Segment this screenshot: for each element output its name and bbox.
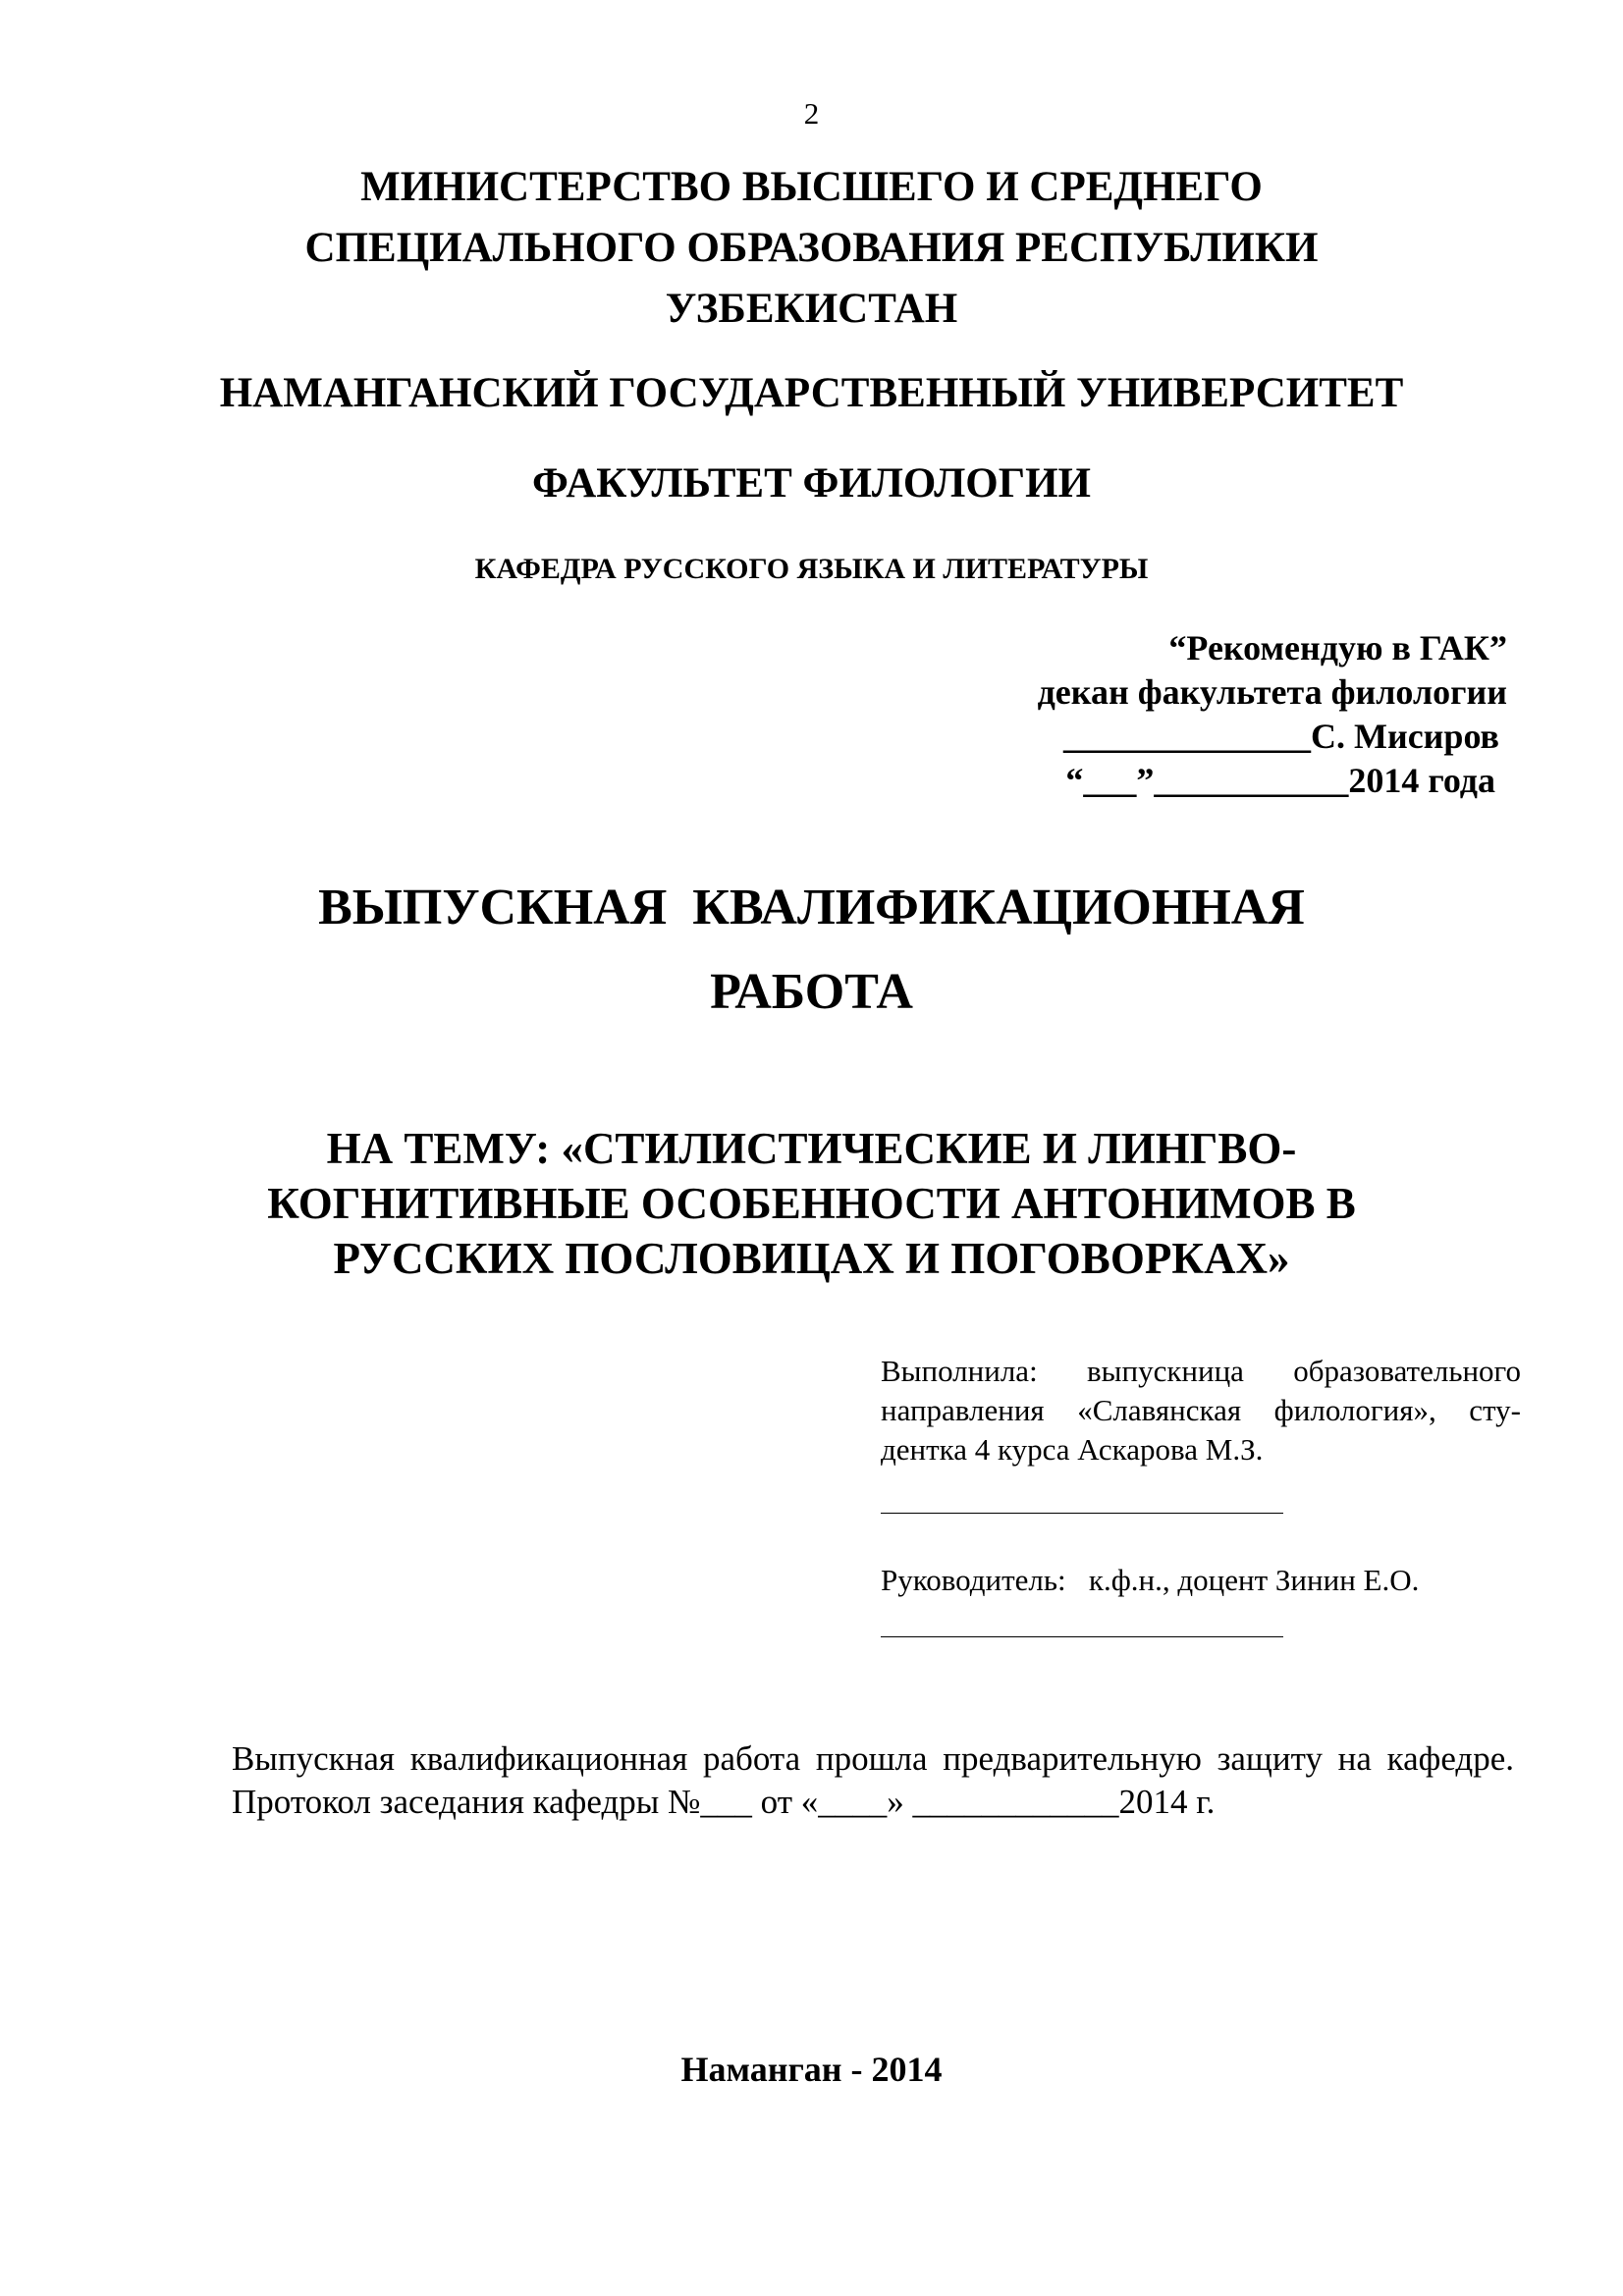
supervisor-signature-line	[881, 1636, 1283, 1637]
executor-info: Выполнила: выпускница образовательного направления «Славянская филология», сту-дентка 4 курса Аскарова М.З.	[881, 1354, 1521, 1467]
document-title	[0, 866, 1623, 1035]
approval-date: “___”___________2014 года	[1065, 761, 1495, 800]
supervisor-info: Руководитель: к.ф.н., доцент Зинин Е.О.	[881, 1563, 1420, 1597]
city-year: Наманган - 2014	[680, 2050, 943, 2089]
topic-line-1: НА ТЕМУ: «СТИЛИСТИЧЕСКИЕ И ЛИНГВО-	[326, 1124, 1297, 1173]
ministry-heading	[0, 157, 1623, 340]
approval-recommendation: “Рекомендую в ГАК”	[1168, 628, 1507, 667]
protocol-note: Выпускная квалификационная работа прошла предварительную защиту на кафедре. Протокол заседания кафедры №___ от «____» ____________2014 г.	[232, 1739, 1514, 1821]
approval-dean-title: декан факультета филологии	[1037, 672, 1507, 712]
ministry-line-1: МИНИСТЕРСТВО ВЫСШЕГО И СРЕДНЕГО	[360, 164, 1263, 210]
topic-line-3: РУССКИХ ПОСЛОВИЦАХ И ПОГОВОРКАХ»	[333, 1234, 1290, 1283]
executor-signature-line	[881, 1513, 1283, 1514]
thesis-topic	[0, 1121, 1623, 1286]
approval-block	[820, 626, 1507, 803]
page-number: 2	[803, 96, 820, 131]
ministry-line-2: СПЕЦИАЛЬНОГО ОБРАЗОВАНИЯ РЕСПУБЛИКИ	[304, 225, 1319, 271]
topic-line-2: КОГНИТИВНЫЕ ОСОБЕННОСТИ АНТОНИМОВ В	[267, 1179, 1356, 1228]
approval-dean-signature: ______________С. Мисиров	[1062, 717, 1499, 756]
department-heading: КАФЕДРА РУССКОГО ЯЗЫКА И ЛИТЕРАТУРЫ	[474, 553, 1149, 585]
title-line-2: РАБОТА	[710, 964, 913, 1020]
ministry-line-3: УЗБЕКИСТАН	[665, 286, 958, 332]
university-heading: НАМАНГАНСКИЙ ГОСУДАРСТВЕННЫЙ УНИВЕРСИТЕТ	[219, 370, 1404, 416]
title-line-1: ВЫПУСКНАЯ КВАЛИФИКАЦИОННАЯ	[318, 880, 1305, 935]
faculty-heading: ФАКУЛЬТЕТ ФИЛОЛОГИИ	[532, 460, 1091, 507]
